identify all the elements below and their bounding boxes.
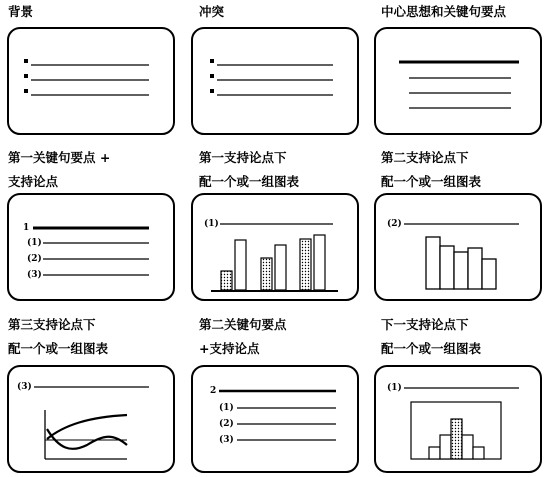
title-line: 背景 [8,4,34,19]
slide-card-next-support [374,365,542,473]
chart-caption: (1) [387,383,402,393]
bullet-list-diagram [9,29,173,133]
point-number: 1 [23,223,30,233]
bullet [210,89,214,93]
line-chart-diagram [9,367,173,471]
heading-lines-diagram [376,29,540,133]
numbered-list-diagram [9,195,173,299]
bar [275,245,286,290]
slide-title-next-support [381,317,481,357]
slide-card-support-1 [191,193,359,301]
sub-point-label: (2) [219,419,234,429]
title-line: 下一支持论点下 [381,317,469,332]
title-line: 配一个或一组图表 [381,341,482,356]
chart-caption: (3) [17,382,32,392]
title-line: 支持论点 [8,174,59,189]
bar [300,239,311,290]
series-line-rising [47,415,127,439]
bar [440,246,454,289]
bullet [210,74,214,78]
slide-card-background [7,27,175,135]
slide-title-central-idea [381,4,506,20]
bar [429,447,440,459]
title-line: 第三支持论点下 [8,317,96,332]
title-line: 配一个或一组图表 [381,174,482,189]
bar [454,252,468,289]
slide-title-conflict [199,4,224,20]
sub-point-label: (3) [27,270,42,280]
slide-card-support-2 [374,193,542,301]
title-line: 第一关键句要点 + [8,150,111,165]
slide-title-key-point-2 [199,317,287,357]
bar [482,259,496,289]
point-number: 2 [210,386,217,396]
bullet [24,89,28,93]
sub-point-label: (1) [27,238,42,248]
title-line: +支持论点 [199,341,260,356]
bar [468,248,482,289]
slide-card-key-point-2 [191,365,359,473]
bar [426,237,440,289]
title-line: 中心思想和关键句要点 [381,4,507,19]
title-line: 第二关键句要点 [199,317,287,332]
sub-point-label: (1) [219,403,234,413]
slide-title-support-3 [8,317,108,357]
slide-title-key-point-1 [8,150,110,190]
slide-title-support-2 [381,150,481,190]
slide-card-conflict [191,27,359,135]
sub-point-label: (2) [27,254,42,264]
histogram-diagram [376,367,540,471]
bullet [24,59,28,63]
bar [314,235,325,290]
bar-chart-diagram [193,195,357,299]
slide-title-support-1 [199,150,299,190]
chart-caption: (2) [387,219,402,229]
title-line: 配一个或一组图表 [8,341,109,356]
bar [440,435,451,459]
bar-chart-diagram [376,195,540,299]
bullet-list-diagram [193,29,357,133]
slide-card-support-3 [7,365,175,473]
slide-card-central-idea [374,27,542,135]
bar [235,240,246,290]
bar [473,447,484,459]
slide-title-background [8,4,33,20]
numbered-list-diagram [193,367,357,471]
title-line: 第二支持论点下 [381,150,469,165]
title-line: 第一支持论点下 [199,150,287,165]
title-line: 冲突 [199,4,225,19]
bullet [24,74,28,78]
bar [462,435,473,459]
bar [261,258,272,290]
bullet [210,59,214,63]
title-line: 配一个或一组图表 [199,174,300,189]
sub-point-label: (3) [219,435,234,445]
chart-caption: (1) [204,219,219,229]
bar [221,271,232,290]
slide-card-key-point-1 [7,193,175,301]
bar [451,419,462,459]
